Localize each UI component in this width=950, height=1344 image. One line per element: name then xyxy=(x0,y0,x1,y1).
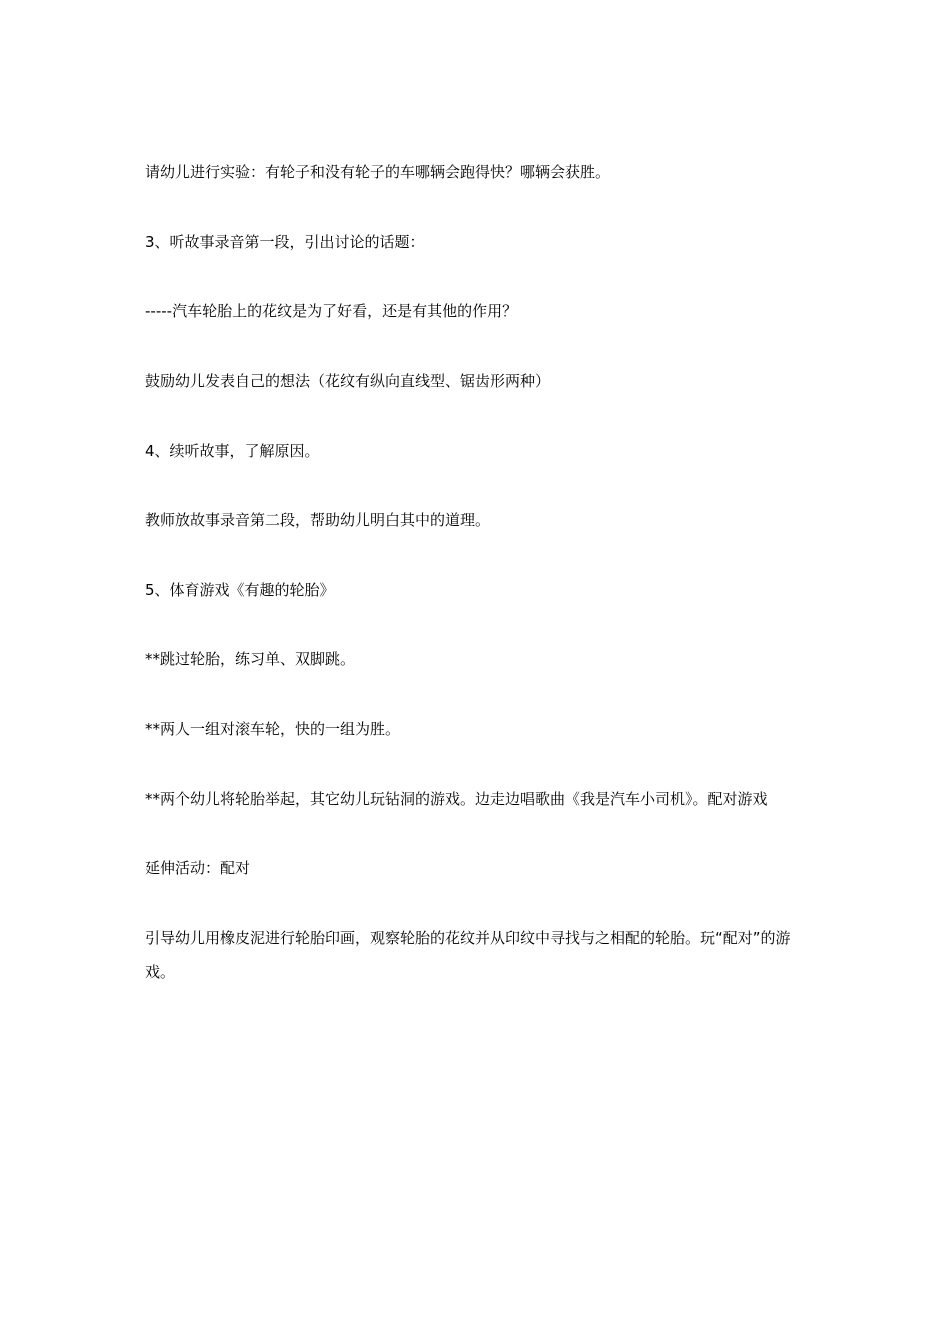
paragraph-game-roll: **两人一组对滚车轮，快的一组为胜。 xyxy=(145,720,401,738)
paragraph-extension-body: 引导幼儿用橡皮泥进行轮胎印画，观察轮胎的花纹并从印纹中寻找与之相配的轮胎。玩“配对”的游戏。 xyxy=(145,929,791,981)
paragraph-game-jump: **跳过轮胎，练习单、双脚跳。 xyxy=(145,650,356,668)
paragraph-step-3: 3、听故事录音第一段，引出讨论的话题： xyxy=(145,233,425,251)
paragraph-encourage: 鼓励幼儿发表自己的想法（花纹有纵向直线型、锯齿形两种） xyxy=(145,372,551,390)
paragraph-experiment: 请幼儿进行实验：有轮子和没有轮子的车哪辆会跑得快？哪辆会获胜。 xyxy=(145,163,611,181)
paragraph-extension-title: 延伸活动：配对 xyxy=(145,859,251,877)
paragraph-question: -----汽车轮胎上的花纹是为了好看，还是有其他的作用？ xyxy=(145,302,518,320)
paragraph-teacher: 教师放故事录音第二段，帮助幼儿明白其中的道理。 xyxy=(145,511,491,529)
paragraph-game-tunnel: **两个幼儿将轮胎举起，其它幼儿玩钻洞的游戏。边走边唱歌曲《我是汽车小司机》。配对游戏 xyxy=(145,790,768,808)
paragraph-step-4: 4、续听故事，了解原因。 xyxy=(145,442,320,460)
paragraph-step-5: 5、体育游戏《有趣的轮胎》 xyxy=(145,581,335,599)
